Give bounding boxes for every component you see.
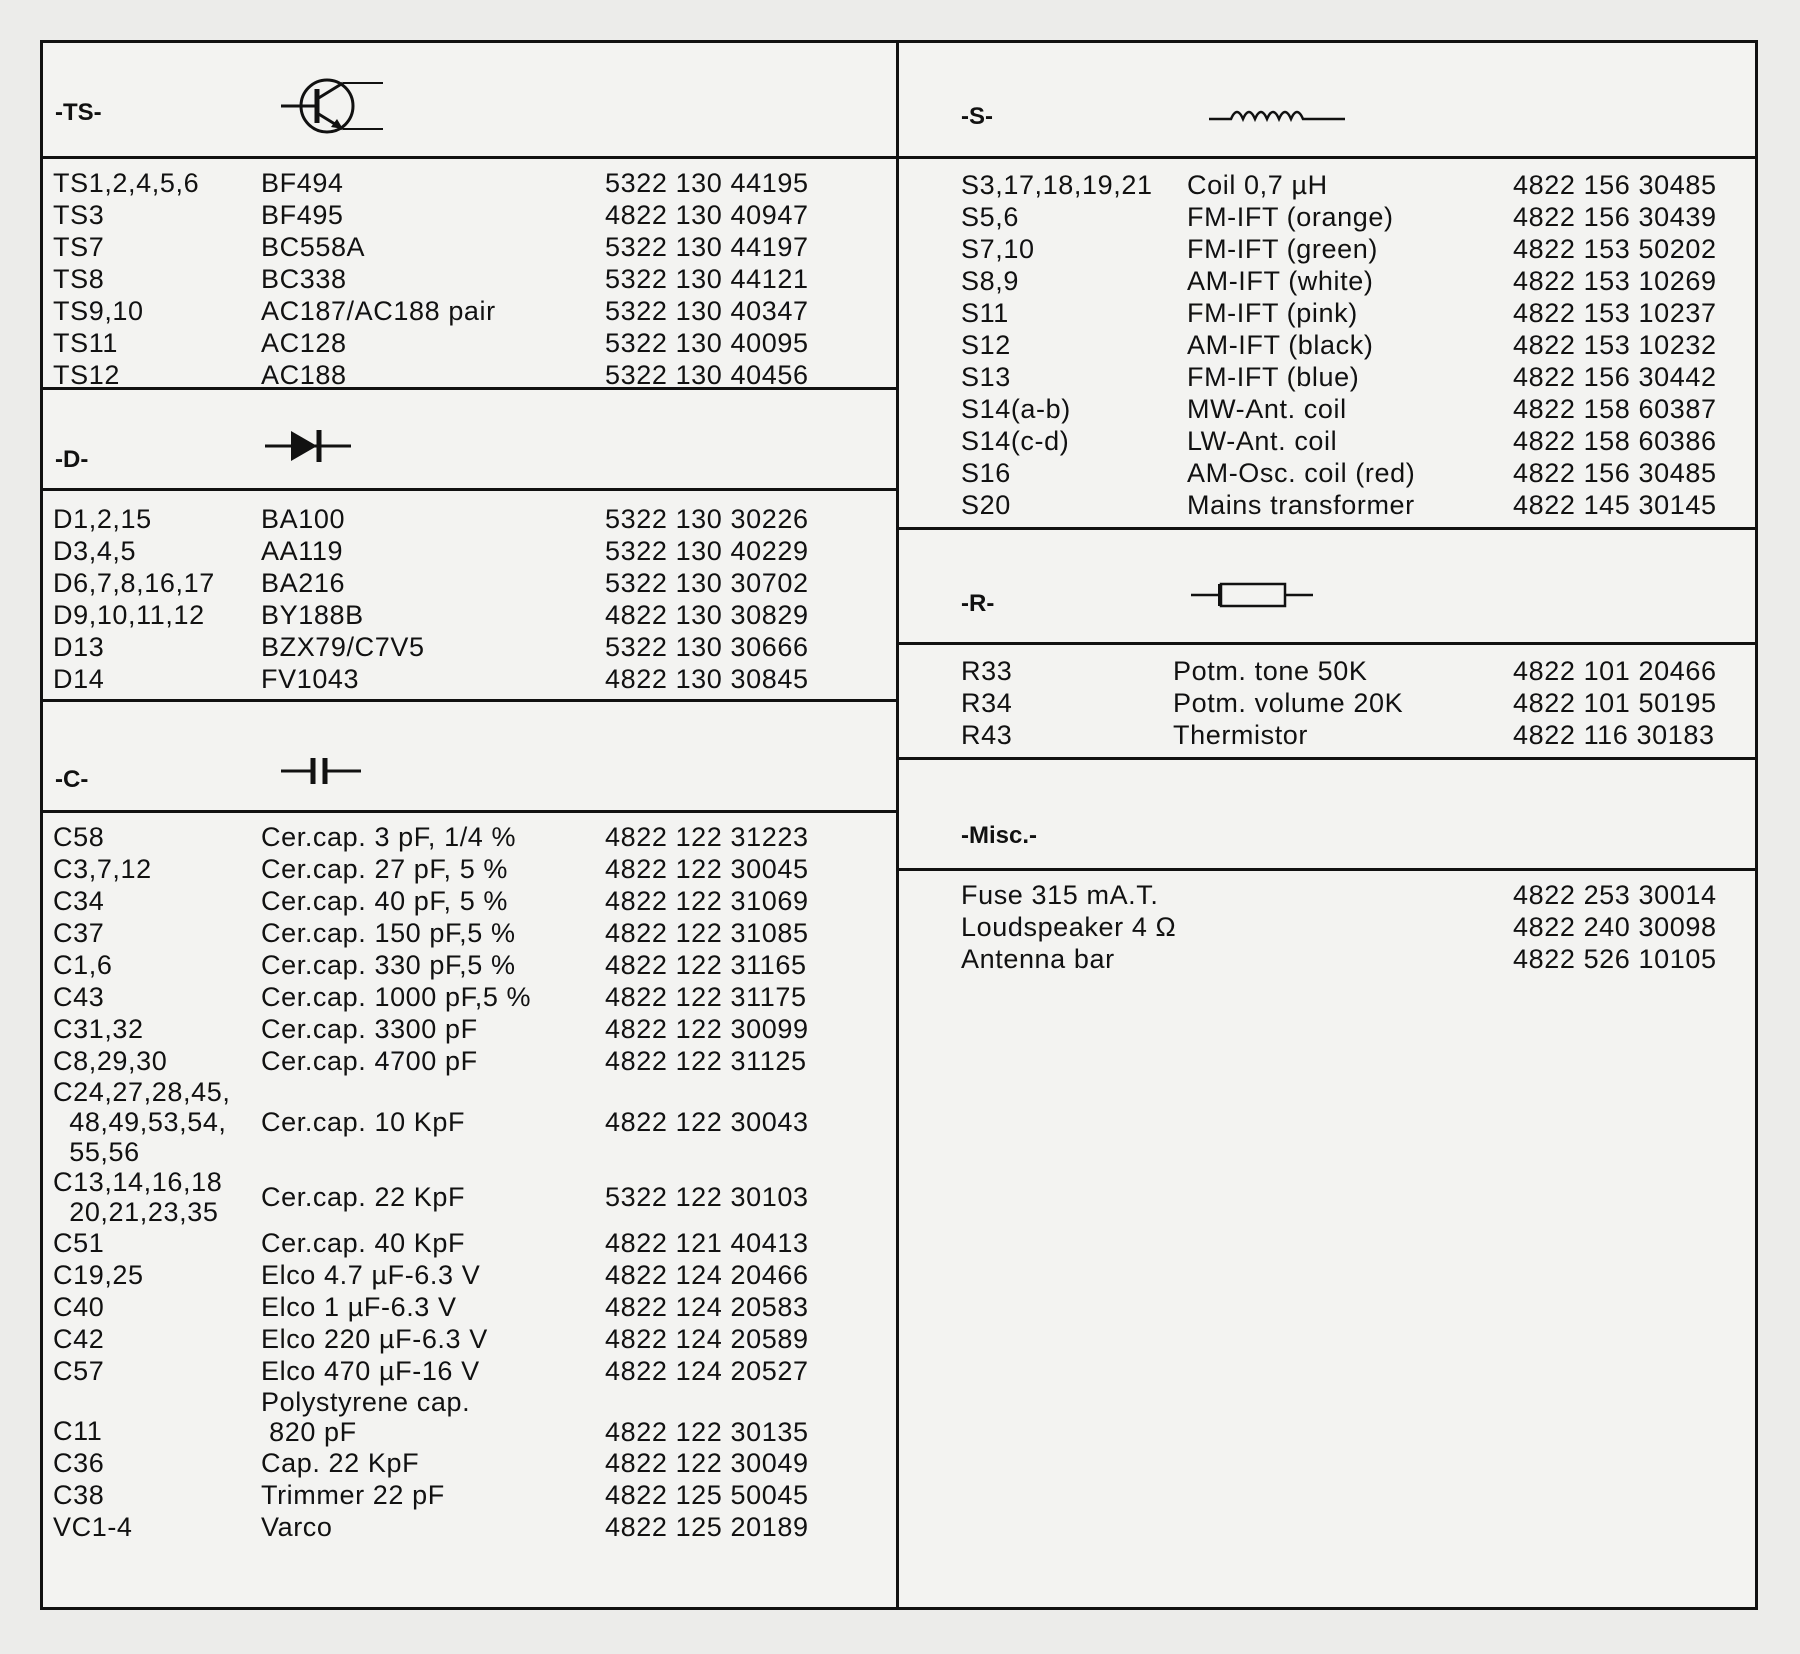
part-description: Cer.cap. 27 pF, 5 %: [261, 854, 509, 884]
part-code: 4822 153 50202: [1513, 234, 1717, 264]
part-description: Fuse 315 mA.T.: [961, 880, 1159, 910]
part-reference: C3,7,12: [53, 854, 152, 884]
part-code: 4822 158 60387: [1513, 394, 1717, 424]
part-reference: R43: [961, 720, 1013, 750]
part-reference: TS9,10: [53, 296, 144, 326]
part-code: 5322 130 40229: [605, 536, 809, 566]
part-reference: TS7: [53, 232, 105, 262]
capacitors-header: [43, 699, 896, 813]
part-reference: S14(a-b): [961, 394, 1071, 424]
part-description: AC128: [261, 328, 347, 358]
part-description: Antenna bar: [961, 944, 1115, 974]
part-code: 4822 156 30439: [1513, 202, 1717, 232]
part-description: Cap. 22 KpF: [261, 1448, 420, 1478]
part-reference: C19,25: [53, 1260, 144, 1290]
transistors-row: [53, 199, 886, 231]
coils-row: [961, 265, 1745, 297]
part-description: Elco 470 µF-16 V: [261, 1356, 480, 1386]
misc-row: [961, 879, 1745, 911]
diodes-header: [43, 387, 896, 491]
resistors-row: [961, 687, 1745, 719]
capacitors-row: [53, 1447, 886, 1479]
part-code: 4822 122 30049: [605, 1448, 809, 1478]
part-reference: TS11: [53, 328, 118, 358]
diodes-title: -D-: [55, 446, 89, 473]
part-code: 5322 130 44197: [605, 232, 809, 262]
capacitors-row: [53, 1045, 886, 1077]
part-reference: C13,14,16,18 20,21,23,35: [53, 1167, 223, 1227]
part-code: 4822 101 20466: [1513, 656, 1717, 686]
part-reference: C37: [53, 918, 105, 948]
coils-row: [961, 393, 1745, 425]
part-description: Elco 220 µF-6.3 V: [261, 1324, 488, 1354]
coils-row: [961, 425, 1745, 457]
part-code: 4822 122 31175: [605, 982, 807, 1012]
part-code: 5322 130 44195: [605, 168, 809, 198]
capacitors-list: [43, 813, 896, 1543]
part-code: 5322 122 30103: [605, 1182, 809, 1212]
part-code: 5322 130 40347: [605, 296, 809, 326]
part-description: Polystyrene cap. 820 pF: [261, 1387, 471, 1447]
capacitors-row: [53, 1355, 886, 1387]
diodes-row: [53, 663, 886, 695]
part-description: AA119: [261, 536, 344, 566]
part-code: 4822 122 30043: [605, 1107, 809, 1137]
part-code: 4822 125 50045: [605, 1480, 809, 1510]
part-code: 4822 145 30145: [1513, 490, 1717, 520]
capacitors-row: [53, 1291, 886, 1323]
resistors-row: [961, 719, 1745, 751]
right-column: [899, 43, 1755, 975]
part-description: AM-Osc. coil (red): [1187, 458, 1416, 488]
part-code: 4822 124 20527: [605, 1356, 809, 1386]
part-description: Thermistor: [1173, 720, 1309, 750]
part-code: 5322 130 44121: [605, 264, 809, 294]
inductor-symbol-icon: [1209, 99, 1349, 123]
misc-row: [961, 943, 1745, 975]
part-code: 4822 122 30099: [605, 1014, 809, 1044]
part-reference: S20: [961, 490, 1011, 520]
part-reference: TS1,2,4,5,6: [53, 168, 200, 198]
capacitors-row: [53, 1013, 886, 1045]
part-description: Cer.cap. 40 pF, 5 %: [261, 886, 509, 916]
part-description: FM-IFT (pink): [1187, 298, 1358, 328]
part-description: Cer.cap. 10 KpF: [261, 1107, 466, 1137]
part-description: BY188B: [261, 600, 364, 630]
part-reference: C38: [53, 1480, 105, 1510]
part-description: Cer.cap. 22 KpF: [261, 1182, 466, 1212]
capacitors-row: [53, 885, 886, 917]
part-description: Cer.cap. 330 pF,5 %: [261, 950, 516, 980]
transistors-header: [43, 43, 896, 159]
capacitors-row: [53, 1323, 886, 1355]
coils-header: [899, 43, 1755, 159]
part-reference: C1,6: [53, 950, 113, 980]
transistors-row: [53, 263, 886, 295]
part-reference: C36: [53, 1448, 105, 1478]
part-description: Coil 0,7 µH: [1187, 170, 1328, 200]
part-reference: C31,32: [53, 1014, 144, 1044]
transistors-row: [53, 167, 886, 199]
part-code: 4822 124 20589: [605, 1324, 809, 1354]
part-code: 5322 130 40095: [605, 328, 809, 358]
part-code: 4822 122 31085: [605, 918, 809, 948]
part-description: Trimmer 22 pF: [261, 1480, 445, 1510]
part-description: BC558A: [261, 232, 366, 262]
part-description: MW-Ant. coil: [1187, 394, 1347, 424]
part-code: 4822 153 10269: [1513, 266, 1717, 296]
part-description: FM-IFT (orange): [1187, 202, 1394, 232]
part-code: 4822 526 10105: [1513, 944, 1717, 974]
part-code: 5322 130 30666: [605, 632, 809, 662]
capacitors-row: [53, 949, 886, 981]
part-description: BZX79/C7V5: [261, 632, 425, 662]
capacitors-row: [53, 821, 886, 853]
part-description: AC187/AC188 pair: [261, 296, 496, 326]
coils-row: [961, 169, 1745, 201]
coils-row: [961, 457, 1745, 489]
part-code: 5322 130 30226: [605, 504, 809, 534]
part-code: 4822 130 40947: [605, 200, 809, 230]
part-reference: C43: [53, 982, 105, 1012]
capacitors-row: [53, 1227, 886, 1259]
parts-list-sheet: [40, 40, 1758, 1610]
part-reference: S5,6: [961, 202, 1019, 232]
part-code: 4822 122 30135: [605, 1417, 809, 1447]
part-description: Loudspeaker 4 Ω: [961, 912, 1177, 942]
part-code: 4822 122 31069: [605, 886, 809, 916]
capacitors-row: [53, 917, 886, 949]
part-code: 4822 122 31165: [605, 950, 807, 980]
coils-row: [961, 329, 1745, 361]
part-reference: C58: [53, 822, 105, 852]
capacitors-row: [53, 1479, 886, 1511]
resistor-symbol-icon: [1191, 580, 1315, 610]
part-code: 4822 122 31125: [605, 1046, 807, 1076]
capacitors-title: -C-: [55, 766, 89, 793]
coils-row: [961, 201, 1745, 233]
diodes-row: [53, 631, 886, 663]
part-code: 4822 156 30485: [1513, 458, 1717, 488]
part-code: 4822 156 30442: [1513, 362, 1717, 392]
part-description: Potm. volume 20K: [1173, 688, 1404, 718]
part-description: FV1043: [261, 664, 360, 694]
part-reference: D13: [53, 632, 105, 662]
part-code: 4822 130 30829: [605, 600, 809, 630]
part-code: 4822 130 30845: [605, 664, 809, 694]
part-description: BF494: [261, 168, 344, 198]
part-description: Elco 1 µF-6.3 V: [261, 1292, 457, 1322]
coils-row: [961, 361, 1745, 393]
coils-list: [899, 159, 1755, 527]
part-description: Cer.cap. 150 pF,5 %: [261, 918, 516, 948]
diodes-row: [53, 503, 886, 535]
part-reference: R33: [961, 656, 1013, 686]
part-description: Varco: [261, 1512, 333, 1542]
part-code: 4822 124 20466: [605, 1260, 809, 1290]
misc-header: [899, 757, 1755, 871]
resistors-list: [899, 645, 1755, 757]
resistors-header: [899, 527, 1755, 645]
part-reference: S7,10: [961, 234, 1035, 264]
transistors-list: [43, 159, 896, 390]
part-code: 4822 101 50195: [1513, 688, 1717, 718]
part-reference: R34: [961, 688, 1013, 718]
part-reference: C57: [53, 1356, 105, 1386]
part-code: 4822 253 30014: [1513, 880, 1717, 910]
part-description: LW-Ant. coil: [1187, 426, 1338, 456]
part-reference: S3,17,18,19,21: [961, 170, 1153, 200]
part-description: Mains transformer: [1187, 490, 1415, 520]
coils-row: [961, 489, 1745, 521]
resistors-row: [961, 655, 1745, 687]
part-description: FM-IFT (green): [1187, 234, 1378, 264]
part-code: 5322 130 30702: [605, 568, 809, 598]
part-reference: D6,7,8,16,17: [53, 568, 215, 598]
part-reference: C34: [53, 886, 105, 916]
part-reference: S8,9: [961, 266, 1019, 296]
part-description: Cer.cap. 3300 pF: [261, 1014, 478, 1044]
part-reference: VC1-4: [53, 1512, 133, 1542]
part-description: AM-IFT (black): [1187, 330, 1374, 360]
part-reference: TS8: [53, 264, 105, 294]
part-reference: S16: [961, 458, 1011, 488]
misc-row: [961, 911, 1745, 943]
part-reference: C8,29,30: [53, 1046, 168, 1076]
capacitors-row: [53, 1511, 886, 1543]
part-reference: S12: [961, 330, 1011, 360]
diodes-row: [53, 567, 886, 599]
part-reference: S14(c-d): [961, 426, 1070, 456]
part-reference: C42: [53, 1324, 105, 1354]
part-description: BC338: [261, 264, 347, 294]
part-description: Cer.cap. 40 KpF: [261, 1228, 466, 1258]
capacitors-row: [53, 1077, 886, 1167]
capacitor-symbol-icon: [281, 756, 361, 786]
part-description: BA216: [261, 568, 346, 598]
part-description: Cer.cap. 1000 pF,5 %: [261, 982, 532, 1012]
coils-row: [961, 233, 1745, 265]
part-description: AC188: [261, 360, 347, 390]
part-code: 4822 153 10232: [1513, 330, 1717, 360]
part-reference: TS3: [53, 200, 105, 230]
diode-symbol-icon: [265, 426, 355, 466]
coils-row: [961, 297, 1745, 329]
part-reference: D9,10,11,12: [53, 600, 205, 630]
part-reference: TS12: [53, 360, 120, 390]
part-code: 4822 116 30183: [1513, 720, 1715, 750]
part-reference: S13: [961, 362, 1011, 392]
transistors-row: [53, 327, 886, 359]
part-code: 4822 125 20189: [605, 1512, 809, 1542]
part-code: 4822 156 30485: [1513, 170, 1717, 200]
diodes-list: [43, 491, 896, 699]
part-description: FM-IFT (blue): [1187, 362, 1360, 392]
part-description: AM-IFT (white): [1187, 266, 1374, 296]
left-column: [43, 43, 896, 1543]
part-code: 4822 158 60386: [1513, 426, 1717, 456]
part-description: Cer.cap. 4700 pF: [261, 1046, 478, 1076]
transistors-row: [53, 231, 886, 263]
part-code: 4822 122 31223: [605, 822, 809, 852]
part-code: 4822 240 30098: [1513, 912, 1717, 942]
part-code: 5322 130 40456: [605, 360, 809, 390]
capacitors-row: [53, 981, 886, 1013]
transistors-row: [53, 295, 886, 327]
diodes-row: [53, 599, 886, 631]
coils-title: -S-: [961, 103, 993, 130]
part-code: 4822 121 40413: [605, 1228, 809, 1258]
part-reference: C11: [53, 1416, 103, 1446]
part-reference: C24,27,28,45, 48,49,53,54, 55,56: [53, 1077, 231, 1167]
part-description: BF495: [261, 200, 344, 230]
part-code: 4822 124 20583: [605, 1292, 809, 1322]
capacitors-row: [53, 1387, 886, 1447]
transistor-symbol-icon: [281, 75, 391, 137]
part-reference: D1,2,15: [53, 504, 152, 534]
capacitors-row: [53, 1259, 886, 1291]
part-code: 4822 153 10237: [1513, 298, 1717, 328]
misc-title: -Misc.-: [961, 822, 1038, 849]
misc-list: [899, 871, 1755, 975]
capacitors-row: [53, 853, 886, 885]
part-description: Cer.cap. 3 pF, 1/4 %: [261, 822, 517, 852]
part-reference: D14: [53, 664, 105, 694]
transistors-title: -TS-: [55, 99, 102, 126]
part-reference: C51: [53, 1228, 105, 1258]
resistors-title: -R-: [961, 590, 995, 617]
part-description: Potm. tone 50K: [1173, 656, 1368, 686]
part-code: 4822 122 30045: [605, 854, 809, 884]
capacitors-row: [53, 1167, 886, 1227]
part-description: Elco 4.7 µF-6.3 V: [261, 1260, 481, 1290]
part-reference: S11: [961, 298, 1009, 328]
part-description: BA100: [261, 504, 346, 534]
part-reference: C40: [53, 1292, 105, 1322]
part-reference: D3,4,5: [53, 536, 137, 566]
diodes-row: [53, 535, 886, 567]
